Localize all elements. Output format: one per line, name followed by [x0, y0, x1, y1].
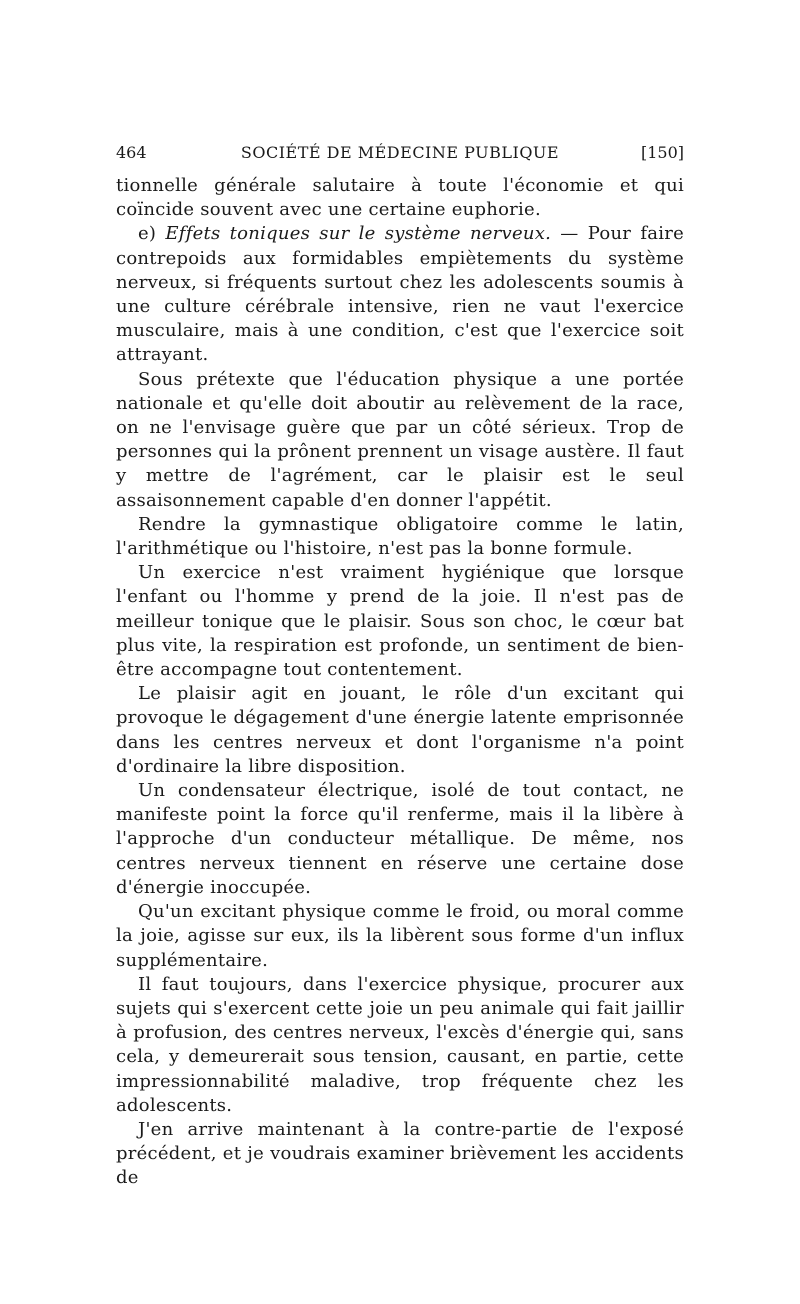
paragraph: J'en arrive maintenant à la contre-partie de l'exposé précédent, et je voudrais examiner brièvement les accidents de [116, 1118, 684, 1189]
item-body: — Pour faire contrepoids aux formidables empiètements du système nerveux, si fréquents surtout chez les adolescents soumis à une culture cérébrale intensive, rien ne vaut l'exercice musculaire, mais à une condition, c'est que l'exercice soit attrayant. [116, 223, 684, 366]
paragraph: Le plaisir agit en jouant, le rôle d'un excitant qui provoque le dégagement d'une énergie latente emprisonnée dans les centres nerveux et dont l'organisme n'a point d'ordinaire la libre disposition. [116, 683, 684, 777]
section-number: [150] [640, 143, 684, 162]
paragraph: tionnelle générale salutaire à toute l'économie et qui coïncide souvent avec une certaine euphorie. [116, 175, 684, 221]
body-text [116, 174, 684, 1191]
item-label: e) [138, 223, 157, 245]
paragraph: Sous prétexte que l'éducation physique a une portée nationale et qu'elle doit aboutir au relèvement de la race, on ne l'envisage guère que par un côté sérieux. Trop de personnes qui la prônent prennent un visage austère. Il faut y mettre de l'agrément, car le plaisir est le seul assaisonnement capable d'en donner l'appétit. [116, 368, 684, 511]
paragraph: Rendre la gymnastique obligatoire comme le latin, l'arithmétique ou l'histoire, n'est pas la bonne formule. [116, 513, 684, 560]
page-header [116, 143, 684, 165]
paragraph: Qu'un excitant physique comme le froid, ou moral comme la joie, agisse sur eux, ils la libèrent sous forme d'un influx supplémentaire. [116, 901, 684, 971]
paragraph: Un exercice n'est vraiment hygiénique que lorsque l'enfant ou l'homme y prend de la joie. Il n'est pas de meilleur tonique que le plaisir. Sous son choc, le cœur bat plus vite, la respiration est profonde, un sentiment de bien-être accompagne tout contentement. [116, 562, 684, 681]
paragraph: Il faut toujours, dans l'exercice physique, procurer aux sujets qui s'exercent cette joie un peu animale qui fait jaillir à profusion, des centres nerveux, l'excès d'énergie qui, sans cela, y demeurerait sous tension, causant, en partie, cette impressionnabilité maladive, trop fréquente chez les adolescents. [116, 973, 684, 1116]
paragraph: Un condensateur électrique, isolé de tout contact, ne manifeste point la force qu'il renferme, mais il la libère à l'approche d'un conducteur métallique. De même, nos centres nerveux tiennent en réserve une certaine dose d'énergie inoccupée. [116, 780, 684, 898]
page-number: 464 [116, 143, 147, 162]
item-heading: Effets toniques sur le système nerveux. [165, 223, 552, 245]
running-title: SOCIÉTÉ DE MÉDECINE PUBLIQUE [240, 143, 560, 162]
paragraph-effets-toniques [116, 222, 684, 367]
